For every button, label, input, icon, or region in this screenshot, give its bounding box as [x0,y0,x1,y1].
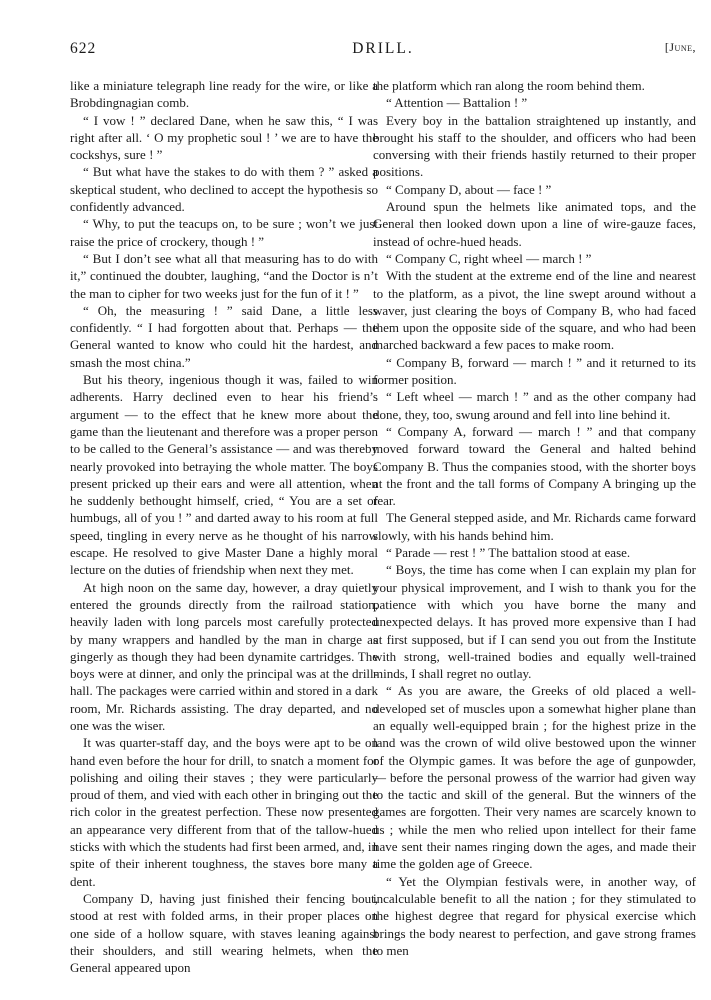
paragraph: “ As you are aware, the Greeks of old placed a well-developed set of muscles upon a somewhat higher plane than an equally well-equipped brain ; for the highest prize in the land was the crown of wild olive bestowed upon the winner of the Olympic games. It was before the age of gunpowder, — before the personal prowess of the warrior had given way to the tactic and skill of the general. But the winners of the games are forgotten. Their very names are scarcely known to us ; while the men who relied upon intellect for their fame have sent their names ringing down the ages, and made their time the golden age of Greece. [373,683,696,872]
paragraph: the platform which ran along the room behind them. [373,78,645,93]
left-column [70,77,378,976]
running-title: DRILL. [352,40,414,57]
paragraph: “ But what have the stakes to do with them ? ” asked a skeptical student, who declined to accept the hypothesis so confidently advanced. [70,164,378,215]
paragraph: “ Company D, about — face ! ” [386,181,552,197]
paragraph: At high noon on the same day, however, a dray quietly entered the grounds directly from the railroad station, heavily laden with long parcels most carefully protected by many wrappers and handled by the man in charge as gingerly as though they had been dynamite cartridges. The boys were at dinner, and only the principal was at the drill-hall. The packages were carried within and stored in a dark room, Mr. Richards assisting. The dray departed, and no one was the wiser. [70,579,378,733]
paragraph: “ I vow ! ” declared Dane, when he saw this, “ I was right after all. ‘ O my prophetic soul ! ’ we are to have the cockshys, sure ! ” [70,112,378,163]
paragraph: “ Attention — Battalion ! ” [386,95,528,111]
paragraph: It was quarter-staff day, and the boys were apt to be on hand even before the hour for drill, to snatch a moment for polishing and oiling their staves ; they were particularly proud of them, and vied with each other in bringing out the rich color in the greatest perfection. These now presented an appearance very different from that of the tallow-hued sticks with which the students had first been armed, and, in spite of their inherent toughness, the staves bore many a dent. [70,735,378,889]
paragraph: The General stepped aside, and Mr. Richards came forward slowly, with his hands behind him. [373,510,696,543]
paragraph: “ Yet the Olympian festivals were, in another way, of incalculable benefit to all the nation ; for they stimulated to the highest degree that regard for physical exercise which brings the body nearest to perfection, and gave strong frames to men [373,873,696,958]
paragraph: Around spun the helmets like animated tops, and the General then looked down upon a line of wire-gauze faces, instead of ochre-hued heads. [373,199,696,249]
paragraph: “ Left wheel — march ! ” and as the other company had done, they, too, swung around and fell into line behind it. [373,389,696,422]
paragraph: “ But I don’t see what all that measuring has to do with it,” continued the doubter, laughing, “and the Doctor is n’t the man to cipher for two weeks just for the fun of it ! ” [70,250,378,301]
right-column [373,77,696,959]
paragraph: But his theory, ingenious though it was, failed to win adherents. Harry declined even to hear his friend’s argument — to the effect that he knew more about the game than the lieutenant and therefore was a proper person to be called to the General’s assistance — and was thereby nearly provoked into betraying the whole matter. The boys present pricked up their ears and were all attention, when he suddenly bethought himself, cried, “ You are a set of humbugs, all of you ! ” and darted away to his room at full speed, tingling in every nerve as he thought of his narrow escape. He resolved to give Master Dane a highly moral lecture on the duties of friendship when next they met. [70,372,378,578]
paragraph: “ Company A, forward — march ! ” and that company moved forward toward the General and halted behind Company B. Thus the companies stood, with the shorter boys at the front and the tall forms of Company A bringing up the rear. [373,423,696,509]
paragraph: “ Company B, forward — march ! ” and it returned to its former position. [373,354,696,388]
page-number: 622 [70,40,97,57]
paragraph: “ Company C, right wheel — march ! ” [386,250,592,266]
paragraph: With the student at the extreme end of the line and nearest to the platform, as a pivot, the line swept around without a waver, just clearing the boys of Company B, who had faced them upon the opposite side of the square, and who had been marched backward a few paces to make room. [373,268,696,353]
paragraph: “ Why, to put the teacups on, to be sure ; won’t we just raise the price of crockery, though ! ” [70,216,378,249]
paragraph: Company D, having just finished their fencing bout, stood at rest with folded arms, in their proper places on one side of a hollow square, with staves leaning against their shoulders, and still wearing helmets, when the General appeared upon [70,890,378,976]
issue-month: [June, [664,40,696,54]
paragraph: “ Oh, the measuring ! ” said Dane, a little less confidently. “ I had forgotten about that. Perhaps — the General wanted to know who could hit the hardest, and smash the most china.” [70,302,378,370]
running-header [70,40,696,60]
paragraph: “ Boys, the time has come when I can explain my plan for your physical improvement, and I wish to thank you for the patience with which you have borne the many and unexpected delays. It has proved more expensive than I had at first supposed, but if I can send you out from the Institute with strong, well-trained bodies and equally well-trained minds, I shall regret no outlay. [373,562,696,682]
paragraph: like a miniature telegraph line ready for the wire, or like a Brobdingnagian comb. [70,78,378,111]
paragraph: Every boy in the battalion straightened up instantly, and brought his staff to the shoulder, and officers who had been conversing with their friends hastily returned to their proper positions. [373,112,696,180]
paragraph: “ Parade — rest ! ” The battalion stood at ease. [386,545,631,561]
